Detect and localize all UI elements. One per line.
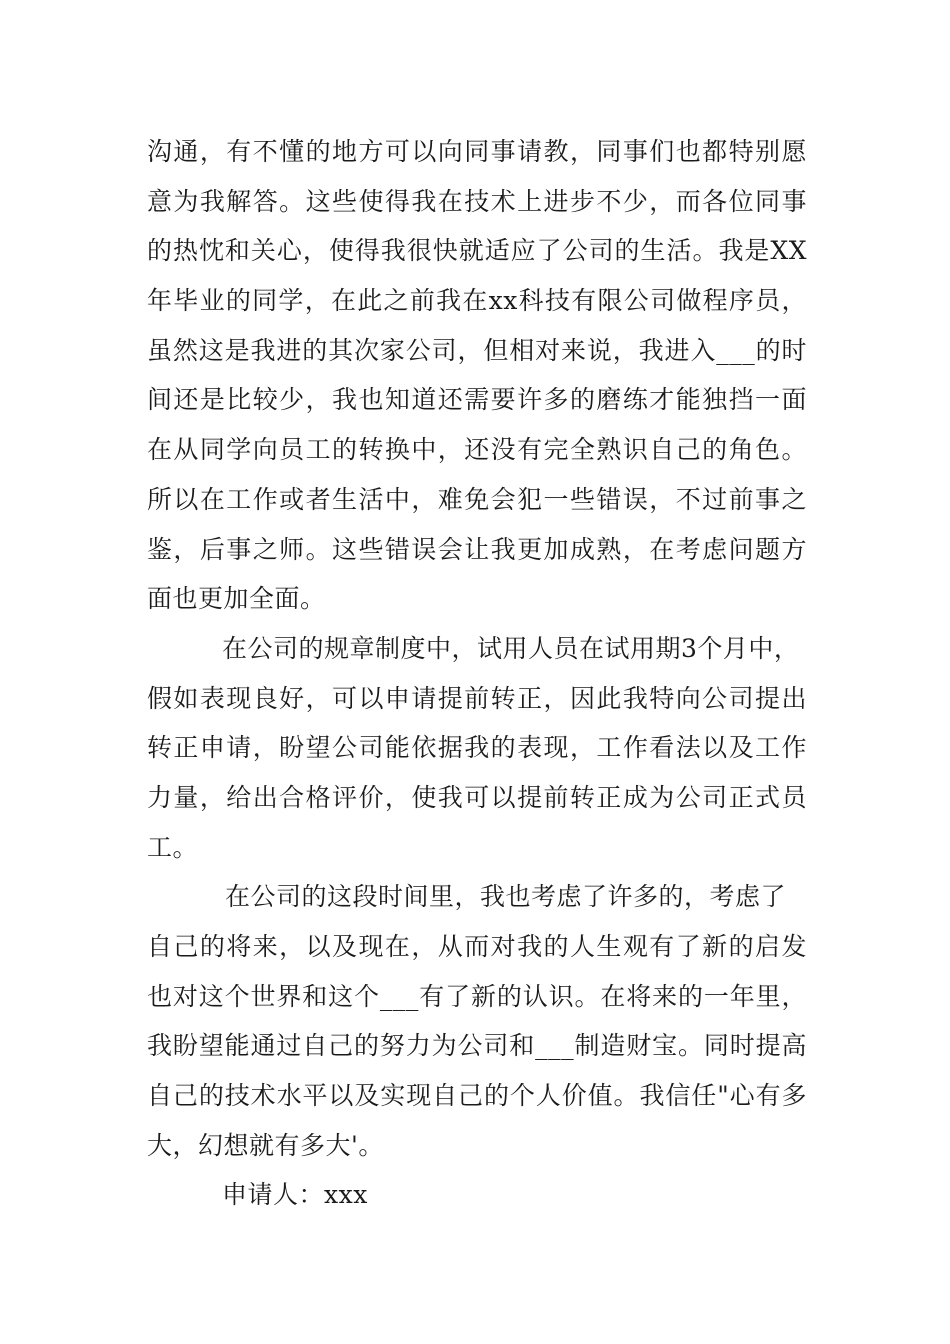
text-line: 虽然这是我进的其次家公司，但相对来说，我进入___的时 xyxy=(147,335,807,365)
text-line: 意为我解答。这些使得我在技术上进步不少，而各位同事 xyxy=(147,186,807,216)
text-line: 在公司的规章制度中，试用人员在试用期3个月中， xyxy=(222,633,800,663)
text-line: 所以在工作或者生活中，难免会犯一些错误，不过前事之 xyxy=(147,484,807,514)
text-line: 在从同学向员工的转换中，还没有完全熟识自己的角色。 xyxy=(147,435,807,465)
signature-line: 申请人：xxx xyxy=(222,1180,368,1210)
text-line: 的热忱和关心，使得我很快就适应了公司的生活。我是XX xyxy=(147,236,807,266)
paragraph-2 xyxy=(147,624,807,872)
text-line: 面也更加全面。 xyxy=(147,584,326,614)
text-line: 年毕业的同学，在此之前我在xx科技有限公司做程序员， xyxy=(147,286,807,316)
text-line: 转正申请，盼望公司能依据我的表现，工作看法以及工作 xyxy=(147,733,807,763)
text-line: 自己的技术水平以及实现自己的个人价值。我信任"心有多 xyxy=(147,1081,807,1111)
text-line: 工。 xyxy=(147,832,199,862)
text-line: 自己的将来，以及现在，从而对我的人生观有了新的启发 xyxy=(147,932,807,961)
document-body xyxy=(147,127,807,1220)
text-line: 大，幻想就有多大'。 xyxy=(147,1130,384,1160)
text-line: 假如表现良好，可以申请提前转正，因此我特向公司提出 xyxy=(147,683,807,713)
text-line: 沟通，有不懂的地方可以向同事请教，同事们也都特别愿 xyxy=(147,137,807,166)
paragraph-1 xyxy=(147,127,807,624)
text-line: 也对这个世界和这个___有了新的认识。在将来的一年里， xyxy=(147,981,807,1011)
text-line: 间还是比较少，我也知道还需要许多的磨练才能独挡一面 xyxy=(147,385,807,415)
text-line: 在公司的这段时间里，我也考虑了许多的，考虑了 xyxy=(225,882,787,912)
paragraph-3 xyxy=(147,872,807,1170)
text-line: 力量，给出合格评价，使我可以提前转正成为公司正式员 xyxy=(147,782,807,812)
text-line: 我盼望能通过自己的努力为公司和___制造财宝。同时提高 xyxy=(147,1031,807,1061)
signature-block xyxy=(147,1170,807,1220)
text-line: 鉴，后事之师。这些错误会让我更加成熟，在考虑问题方 xyxy=(147,534,807,564)
